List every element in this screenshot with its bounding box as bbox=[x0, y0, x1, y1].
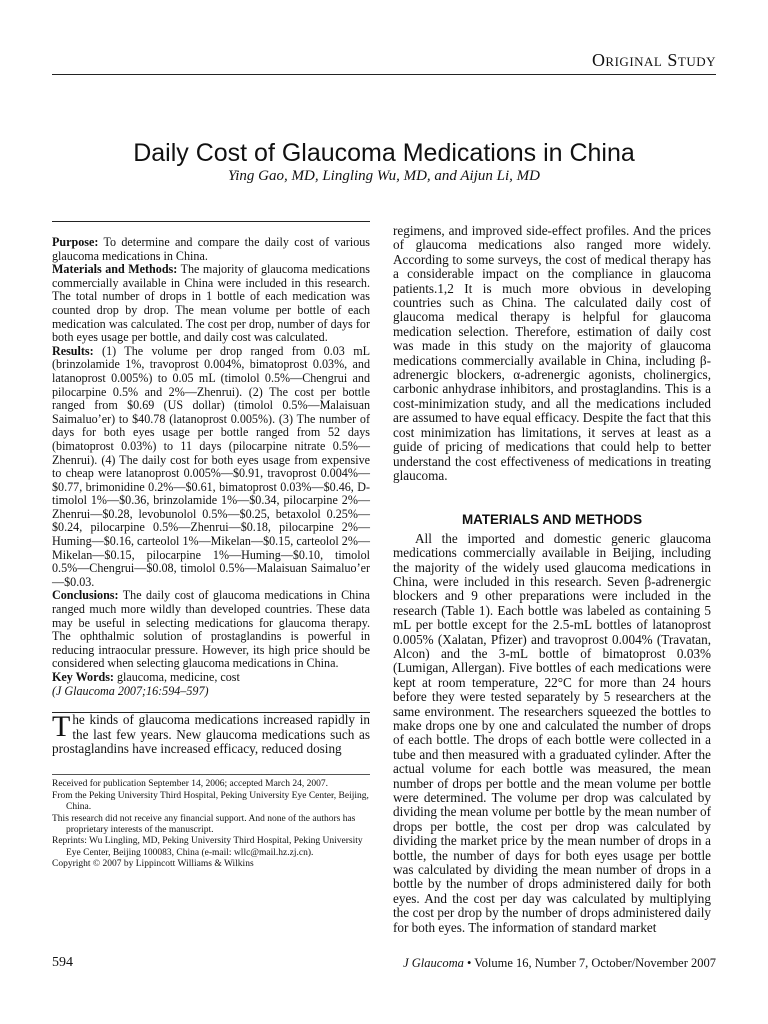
conclusions-text: The daily cost of glaucoma medications in China ranged much more wildly than developed countries. These data may be useful in selecting medications for glaucoma therapy. The ophthalmic solution of prostaglandins is powerful in reducing intraocular pressure. However, its high price should be considered when selecting glaucoma medications in China. bbox=[52, 588, 371, 671]
right-column bbox=[393, 224, 711, 935]
header-rule bbox=[52, 74, 716, 75]
journal-issue: • Volume 16, Number 7, October/November 2007 bbox=[463, 956, 716, 970]
page-number: 594 bbox=[52, 955, 73, 970]
footnote-funding: This research did not receive any financial support. And none of the authors has proprietary interests of the manuscript. bbox=[52, 813, 356, 836]
abstract-results bbox=[52, 345, 370, 590]
methods-label: Materials and Methods: bbox=[52, 262, 178, 277]
keywords-label: Key Words: bbox=[52, 670, 114, 684]
methods-paragraph: All the imported and domestic generic glaucoma medications commercially available in Beijing, including the majority of the widely used glaucoma medications in China, were included in this research. Seven β-adrenergic blockers and 9 other preparations were included in the research (Table 1). Each bottle was labeled as containing 5 mL per bottle except for the 2.5-mL bottles of latanoprost 0.005% (Xalatan, Pfizer) and travoprost 0.004% (Travatan, Alcon) and the 3-mL bottle of bimatoprost 0.03% (Lumigan, Allergan). Five bottles of each medications were kept at room temperature, 22°C for more than 24 hours before they were tested separately by 5 researchers at the same environment. The researchers squeezed the bottles to make drops one by one and calculated the number of drops of each bottle. The drops of each bottle were collected in a tube and then measured with a graduated cylinder. After the actual volume for each bottle was measured, the mean number of drops per bottle and the mean volume per bottle were determined. The volume per drop was calculated by dividing the mean volume per bottle by the mean number of drops per bottle, the cost per drop was calculated by dividing the market price by the mean number of drops in a bottle, the number of days for both eyes usage per bottle was calculated by dividing the mean number of drops in a bottle by the number of drops administered daily for both eyes. And the cost per day was calculated by multiplying the cost per drop by the number of drops administered daily for both eyes. The information of standard market bbox=[393, 530, 711, 935]
purpose-label: Purpose: bbox=[52, 235, 99, 249]
section-label: Original Study bbox=[591, 50, 716, 70]
footnotes bbox=[52, 774, 370, 870]
journal-footer bbox=[403, 956, 716, 971]
keywords-text: glaucoma, medicine, cost bbox=[116, 670, 240, 684]
drop-cap: T bbox=[52, 710, 71, 744]
author-list: Ying Gao, MD, Lingling Wu, MD, and Aijun Li, MD bbox=[228, 168, 540, 184]
footnote-affiliation: From the Peking University Third Hospital, Peking University Eye Center, Beijing, China. bbox=[52, 790, 369, 813]
journal-name: J Glaucoma bbox=[403, 956, 464, 970]
running-header bbox=[52, 50, 716, 71]
intro-text: he kinds of glaucoma medications increased rapidly in the last few years. New glaucoma medications such as prostaglandins have increased efficacy, reduced dosing bbox=[52, 712, 370, 756]
left-column bbox=[52, 224, 370, 871]
footnote-received: Received for publication September 14, 2006; accepted March 24, 2007. bbox=[52, 779, 328, 790]
footnote-reprints: Reprints: Wu Lingling, MD, Peking University Third Hospital, Peking University Eye Center, Beijing 100083, China (e-mail: wllc@mail.hz.zj.cn). bbox=[52, 836, 363, 858]
abstract-keywords bbox=[52, 671, 370, 685]
results-label: Results: bbox=[52, 343, 94, 358]
abstract bbox=[52, 236, 370, 698]
footnote-copyright: Copyright © 2007 by Lippincott Williams & Wilkins bbox=[52, 859, 254, 870]
purpose-text: To determine and compare the daily cost of various glaucoma medications in China. bbox=[52, 235, 370, 263]
intro-paragraph bbox=[52, 710, 370, 756]
abstract-methods bbox=[52, 263, 370, 345]
results-text: (1) The volume per drop ranged from 0.03 mL (brinzolamide 1%, travoprost 0.004%, bimatoprost 0.03%, and latanoprost 0.005%) to 0.05 mL (timolol 0.5%—Chengrui and pilocarpine 0.5% and 2%—Zhenrui). (2) The cost per bottle ranged from $0.69 (US dollar) (timolol 0.5%—Malaisuan Saimaluo’er) to $40.78 (latanoprost 0.005%). (3) The number of days for both eyes usage per bottle ranged from 52 days (bimatoprost 0.03%) to 11 days (pilocarpine nitrate 0.5%—Zhenrui). (4) The daily cost for both eyes usage from expensive to cheap were latanoprost 0.005%—$0.91, travoprost 0.004%—$0.77, brimonidine 0.2%—$0.61, bimatoprost 0.03%—$0.46, D-timolol 1%—$0.36, brinzolamide 1%—$0.34, pilocarpine 2%—Zhenrui—$0.28, levobunolol 0.5%—$0.25, betaxolol 0.25%—$0.24, pilocarpine 0.5%—Zhenrui—$0.18, pilocarpine 2%—Huming—$0.16, carteolol 1%—Mikelan—$0.15, carteolol 2%—Mikelan—$0.15, pilocarpine 1%—Huming—$0.10, timolol 0.5%—Chengrui—$0.08, timolol 0.5%—Malaisuan Saimaluo’er—$0.03. bbox=[52, 343, 370, 589]
methods-text: The majority of glaucoma medications commercially available in China were included in this research. The total number of drops in 1 bottle of each medication was counted drop by drop. The mean volume per bottle of each medication was calculated. The cost per drop, number of days for both eyes usage per bottle, and daily cost was calculated. bbox=[52, 262, 370, 345]
article-title: Daily Cost of Glaucoma Medications in China bbox=[133, 138, 635, 167]
abstract-purpose bbox=[52, 236, 370, 263]
conclusions-label: Conclusions: bbox=[52, 588, 119, 603]
abstract-top-rule bbox=[52, 221, 370, 222]
abstract-conclusions bbox=[52, 589, 370, 671]
intro-continued: regimens, and improved side-effect profiles. And the prices of glaucoma medications also ranged more widely. According to some surveys, the cost of medical therapy has a considerable impact on the compliance in glaucoma patients.1,2 It is much more obvious in developing countries such as China. The calculated daily cost of glaucoma medical therapy is helpful for glaucoma medication selection. Therefore, estimation of daily cost was made in this study on the majority of glaucoma medications commercially available in China, including β-adrenergic blockers, α-adrenergic agonists, cholinergics, carbonic anhydrase inhibitors, and prostaglandins. This is a cost-minimization study, and all the medications included are assumed to have equal efficacy. Despite the fact that this cost minimization has limitations, it serves at least as a guide of pricing of medications that could help to better understand the cost effectiveness of medications in treating glaucoma. bbox=[393, 223, 711, 483]
citation: (J Glaucoma 2007;16:594–597) bbox=[52, 683, 209, 698]
section-heading-methods: MATERIALS AND METHODS bbox=[461, 512, 643, 528]
